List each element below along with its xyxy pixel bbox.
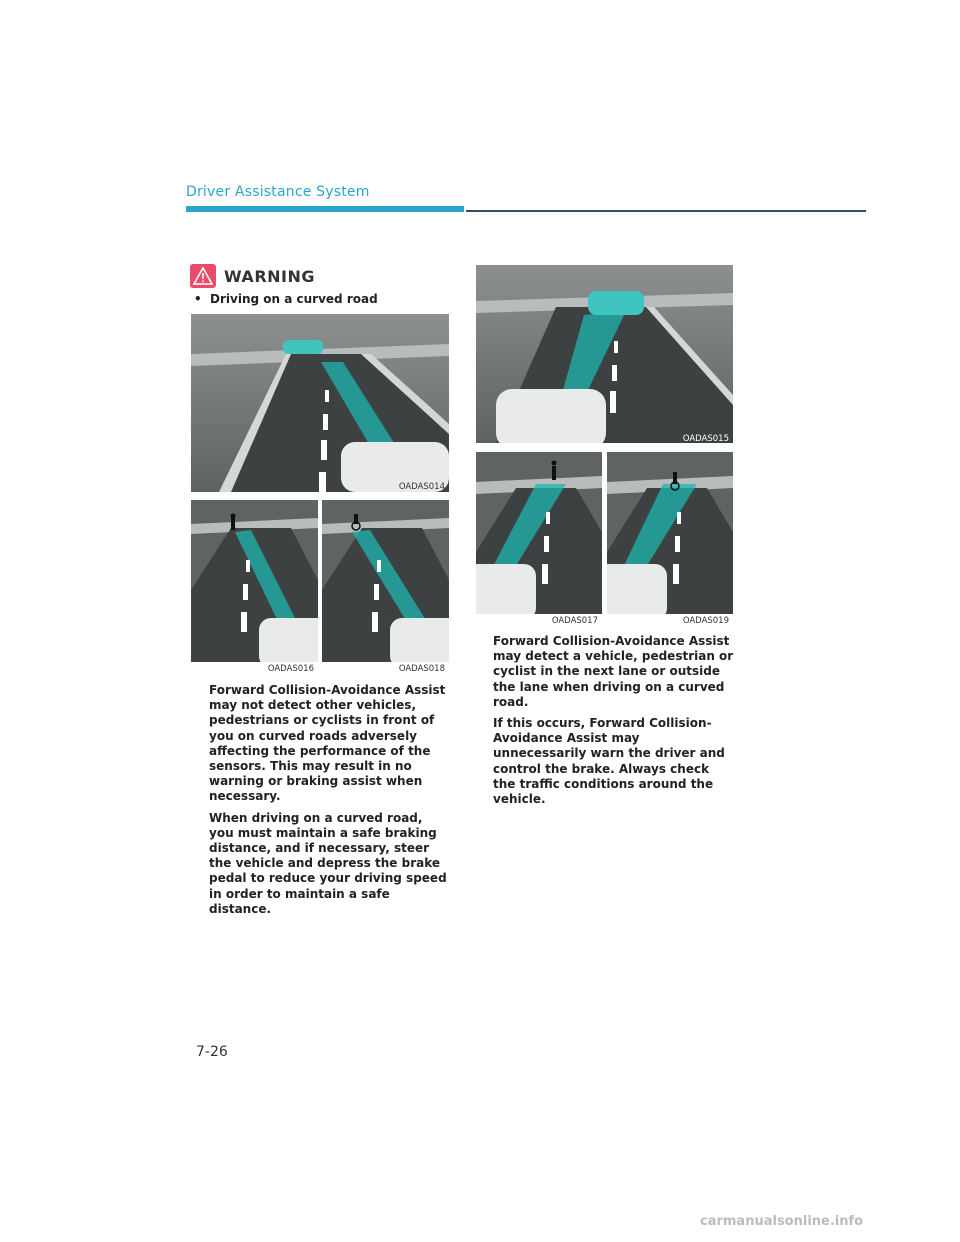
- warning-bullet: • Driving on a curved road: [194, 292, 378, 306]
- page-number: 7-26: [196, 1044, 228, 1060]
- left-body-text: [209, 683, 451, 923]
- figure-oadas014: [191, 314, 449, 492]
- figure-caption: OADAS016: [267, 664, 314, 674]
- warning-title: WARNING: [224, 266, 315, 286]
- figure-caption: OADAS019: [682, 616, 729, 626]
- section-title: Driver Assistance System: [186, 184, 370, 200]
- figure-oadas018: [322, 500, 449, 662]
- watermark-footer: carmanualsonline.info: [700, 1214, 864, 1229]
- figure-caption: OADAS015: [682, 434, 729, 444]
- figure-oadas017: [476, 452, 602, 614]
- figure-caption: OADAS018: [398, 664, 445, 674]
- right-paragraph-1: Forward Collision-Avoidance Assist may detect a vehicle, pedestrian or cyclist in the next lane or outside the lane when driving on a curved road.: [493, 634, 734, 709]
- left-paragraph-2: When driving on a curved road, you must maintain a safe braking distance, and if necessary, steer the vehicle and depress the brake pedal to reduce your driving speed in order to maintain a safe distance.: [209, 810, 447, 916]
- warning-triangle-icon: [190, 264, 216, 288]
- figure-oadas015: [476, 265, 733, 443]
- figure-oadas016: [191, 500, 318, 662]
- header-divider-rule: [466, 210, 866, 212]
- figure-caption: OADAS014: [398, 482, 445, 492]
- warning-heading: [190, 264, 315, 288]
- right-body-text: [493, 634, 735, 813]
- right-paragraph-2: If this occurs, Forward Collision-Avoidance Assist may unnecessarily warn the driver and control the brake. Always check the traffic conditions around the vehicle.: [493, 716, 725, 807]
- figure-caption: OADAS017: [551, 616, 598, 626]
- figure-oadas019: [607, 452, 733, 614]
- header-accent-rule: [186, 206, 464, 212]
- left-paragraph-1: Forward Collision-Avoidance Assist may not detect other vehicles, pedestrians or cyclists in front of you on curved roads adversely affecting the performance of the sensors. This may result in no warning or braking assist when necessary.: [209, 683, 446, 804]
- warning-bullet-text: Driving on a curved road: [210, 292, 378, 306]
